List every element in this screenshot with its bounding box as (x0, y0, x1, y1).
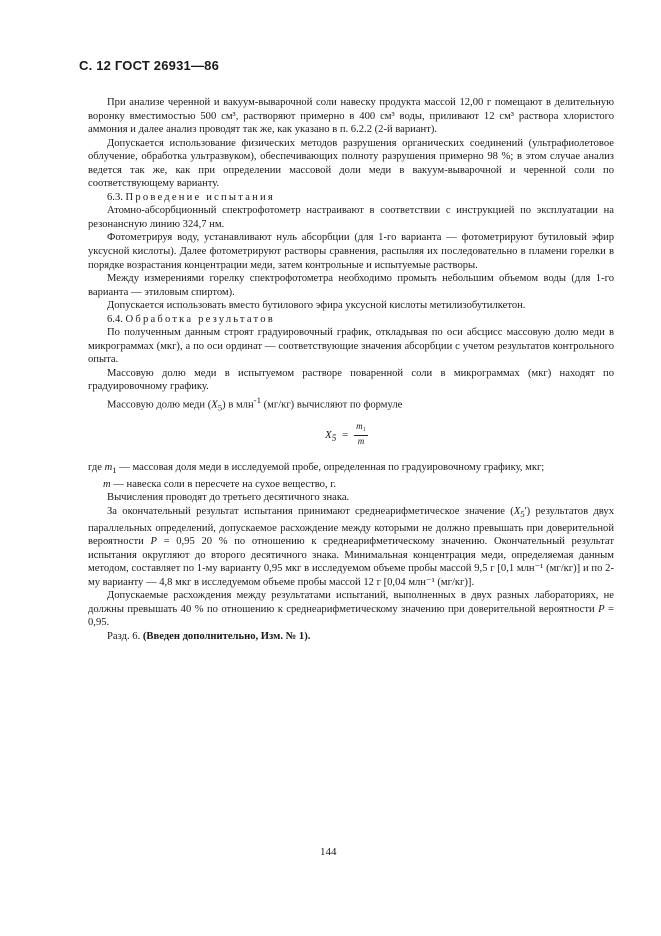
paragraph (88, 505, 614, 589)
formula-numerator: m₁ (354, 420, 368, 436)
formula-lhs (325, 429, 336, 446)
paragraph: Атомно-абсорбционный спектрофотометр настраивают в соответствии с инструкцией по эксплуатации на резонансную линию 324,7 нм. (88, 205, 614, 230)
section-title: Обработка результатов (125, 313, 275, 325)
formula-subscript: 5 (331, 433, 337, 444)
paragraph: Фотометрируя воду, устанавливают нуль абсорбции (для 1-го варианта — фотометрируют бутиловый эфир уксусной кислоты). Далее фотометрируют растворы сравнения, распыляя их последовательно в пламени горелки в порядке возрастания концентрации меди, затем контрольные и испытуемые растворы. (88, 232, 614, 271)
variable: m (104, 462, 113, 474)
text-run: = 0,95 20 % по отношению к среднеарифметическому значению. Окончательный результат испытания округляют до второго десятичного знака. Минимальная концентрация меди, определяемая данным методом, составляет по 1-му варианту 0,95 мкг в исследуемом объеме пробы массой 9,5 г [0,1 млн⁻¹ (мг/кг)] и по 2-му варианту — 4,8 мкг в исследуемом объеме пробы массой 12 г [0,04 млн⁻¹ (мг/кг)]. (88, 536, 614, 588)
text-run: ) в млн (222, 399, 254, 411)
page-number: 144 (320, 846, 337, 858)
subscript: 5 (217, 402, 223, 413)
text-run: = 0,95. (88, 603, 614, 629)
section-number: 6.3. (107, 191, 123, 203)
text-run: — навеска соли в пересчете на сухое вещество, г. (110, 478, 337, 490)
paragraph: При анализе черенной и вакуум-выварочной соли навеску продукта массой 12,00 г помещают в делительную воронку вместимостью 500 см³, растворяют примерно в 400 см³ воды, приливают 12 см³ раствора хлористого аммония и далее анализ проводят так же, как указано в п. 6.2.2 (2-й вариант). (88, 97, 614, 136)
text-run: Массовую долю меди ( (107, 399, 212, 411)
section-title: Проведение испытания (125, 191, 275, 203)
section-heading-6-4 (88, 313, 614, 327)
text-run: Допускаемые расхождения между результатами испытаний, выполненных в двух разных лабораториях, не должны превышать 40 % по отношению к среднеарифметическому значению при доверительной вероятности (88, 590, 614, 615)
paragraph: Вычисления проводят до третьего десятичного знака. (107, 492, 350, 504)
variable: X (513, 505, 521, 517)
text-run: За окончательный результат испытания принимают среднеарифметическое значение ( (107, 505, 514, 517)
paragraph (88, 630, 614, 644)
formula-denominator: m (357, 436, 365, 447)
section-heading-6-3 (88, 191, 614, 205)
paragraph: Допускается использовать вместо бутилового эфира уксусной кислоты метилизобутилкетон. (107, 300, 526, 312)
amendment-note: (Введен дополнительно, Изм. № 1). (142, 631, 311, 642)
formula-equals: = (342, 429, 349, 442)
variable: P (150, 536, 157, 548)
variable: P (598, 603, 605, 615)
paragraph: Массовую долю меди в испытуемом растворе поваренной соли в микрограммах (мкг) находят по градуировочному графику. (88, 367, 614, 393)
text-run: — массовая доля меди в исследуемой пробе, определенная по градуировочному графику, мкг; (116, 462, 545, 474)
paragraph: Допускается использование физических методов разрушения органических соединений (ультрафиолетовое облучение, обработка ультразвуком), обеспечивающих полноту разрушения примерно 98 %; в этом случае анализ ведется так же, как при определении массовой доли меди в вакуум-выварочной и черенной соли по соответствующему варианту. (88, 137, 614, 190)
variable: m (103, 478, 111, 490)
variable: X (211, 399, 218, 411)
section-number: 6.4. (107, 313, 123, 325)
paragraph: По полученным данным строят градуировочный график, откладывая по оси абсцисс массовую долю меди в микрограммах (мкг), а по оси ординат — соответствующие значения абсорбции с учетом результатов контрольного опыта. (88, 327, 614, 366)
document-body (88, 96, 614, 644)
subscript: 5 (520, 509, 525, 520)
formula-legend-item (88, 461, 614, 478)
text-run: (мг/кг) вычисляют по формуле (261, 399, 403, 411)
formula-variable: X (325, 429, 332, 442)
paragraph: Между измерениями горелку спектрофотометра необходимо промыть небольшим объемом воды (для 1-го варианта — этиловым спиртом). (88, 273, 614, 298)
text-run: где (88, 462, 105, 474)
formula (88, 415, 614, 461)
text-run: ') результатов двух параллельных определений, допускаемое расхождение между которыми не должно превышать при доверительной вероятности (88, 505, 614, 548)
page-header: С. 12 ГОСТ 26931—86 (79, 58, 220, 73)
subscript: 1 (112, 465, 117, 476)
paragraph (88, 589, 614, 630)
formula-legend-item (88, 478, 614, 492)
superscript: -1 (253, 395, 261, 406)
paragraph (88, 394, 614, 415)
text-run: Разд. 6. (107, 631, 143, 642)
